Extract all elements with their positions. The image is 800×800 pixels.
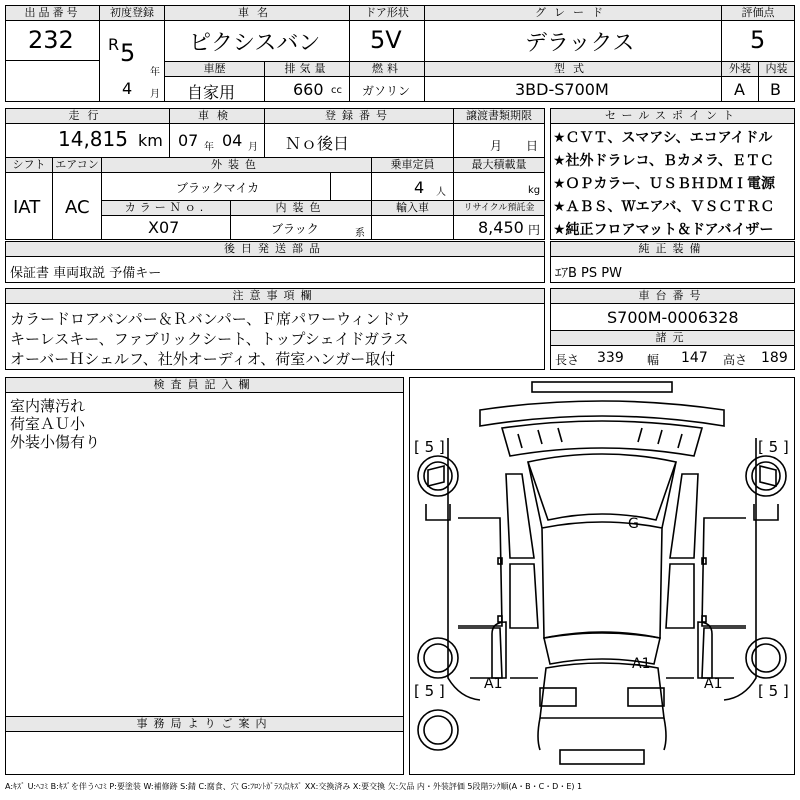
first-reg-header: 初度登録 bbox=[99, 5, 165, 21]
reg-no-header: 登録番号 bbox=[264, 108, 454, 124]
int-color-header: 内装色 bbox=[230, 200, 372, 216]
int-color-cell bbox=[230, 215, 372, 240]
later-parts: 保証書 車両取説 予備キー bbox=[10, 266, 162, 281]
import-header: 輸入車 bbox=[371, 200, 454, 216]
note-line: カラードロアバンパー＆Ｒバンパー、Ｆ席パワーウィンドウ bbox=[10, 310, 411, 328]
inspector-line: 荷室ＡＵ小 bbox=[10, 415, 86, 433]
ext-color-cell bbox=[101, 172, 331, 201]
inspection-cell bbox=[169, 123, 265, 158]
capacity-header: 乗車定員 bbox=[371, 157, 454, 173]
later-parts-cell bbox=[5, 256, 545, 283]
fuel-cell bbox=[349, 76, 425, 102]
mileage-unit: km bbox=[138, 131, 163, 150]
door-type: 5V bbox=[370, 26, 402, 54]
fuel: ガソリン bbox=[362, 84, 411, 98]
sales-point: ★社外ドラレコ、Ｂカメラ、ＥＴＣ bbox=[553, 153, 774, 169]
note-line: オーバーＨシェルフ、社外オーディオ、荷室ハンガー取付 bbox=[10, 350, 396, 368]
left-door bbox=[458, 518, 502, 626]
int-color-suffix: 系 bbox=[355, 228, 365, 239]
ext-color-header: 外装色 bbox=[101, 157, 372, 173]
right-side bbox=[724, 438, 756, 700]
office-box bbox=[5, 731, 404, 775]
roof bbox=[542, 522, 662, 638]
note-line: キーレスキー、ファブリックシート、トップシェイドガラス bbox=[10, 330, 409, 348]
exterior-cell bbox=[721, 76, 759, 102]
front-bumper-top bbox=[532, 382, 672, 392]
sales-points-header: セールスポイント bbox=[550, 108, 795, 124]
inspection-year: 07 bbox=[178, 131, 199, 150]
ac-header: エアコン bbox=[52, 157, 102, 173]
int-color: ブラック bbox=[271, 222, 319, 236]
sales-point: ★ＡＢＳ、Ｗエアバ、ＶＳＣＴＲＣ bbox=[553, 199, 775, 215]
sales-point: ★純正フロアマット＆ドアバイザー bbox=[553, 222, 774, 238]
sales-point: ★ＯＰカラー、ＵＳＢＨＤＭＩ電源 bbox=[553, 176, 775, 192]
damage-diagram bbox=[409, 377, 795, 775]
tread-front-left: [ 5 ] bbox=[414, 438, 445, 456]
lot-blank-cell bbox=[5, 60, 100, 102]
month-unit: 月 bbox=[150, 89, 160, 100]
transfer-day-unit: 日 bbox=[526, 139, 539, 153]
model: 3BD-S700M bbox=[515, 80, 609, 99]
damage-mark-rear-left: A1 bbox=[484, 676, 503, 692]
sales-points-box bbox=[550, 123, 795, 240]
mileage-cell bbox=[5, 123, 170, 158]
equipment-header: 純正装備 bbox=[550, 241, 795, 257]
legend: A:ｷｽﾞ U:ﾍｺﾐ B:ｷｽﾞを伴うﾍｺﾐ P:要塗装 W:補修跡 S:錆 C:腐食、穴 G:ﾌﾛﾝﾄｶﾞﾗｽ点ｷｽﾞ XX:交換済み X:要交換 欠:欠品 内・外装評価 5段階ﾗﾝｸ順(A・B・C・D・E) 1 bbox=[5, 782, 583, 791]
displacement-cell bbox=[264, 76, 350, 102]
height: 189 bbox=[761, 350, 788, 366]
displacement: 660 bbox=[293, 80, 324, 99]
recycle-unit: 円 bbox=[528, 223, 541, 237]
grade-header: グレード bbox=[424, 5, 722, 21]
inspector-line: 外装小傷有り bbox=[10, 433, 101, 451]
reg-no-cell bbox=[264, 123, 454, 158]
length-label: 長さ bbox=[555, 353, 580, 367]
import-cell bbox=[371, 215, 454, 240]
car-name-header: 車名 bbox=[164, 5, 350, 21]
interior-grade: B bbox=[770, 80, 781, 99]
right-door bbox=[702, 518, 746, 626]
inspector-header: 検査員記入欄 bbox=[5, 377, 404, 393]
history: 自家用 bbox=[187, 83, 236, 102]
max-load-cell bbox=[453, 172, 545, 201]
damage-mark-rear-right: A1 bbox=[704, 676, 723, 692]
damage-mark-tailgate: A1 bbox=[632, 656, 651, 672]
color-no-header: カラーＮｏ. bbox=[101, 200, 231, 216]
mileage: 14,815 bbox=[58, 127, 128, 151]
interior-header: 内装 bbox=[758, 61, 795, 77]
tread-rear-left: [ 5 ] bbox=[414, 682, 445, 700]
recycle-header: リサイクル預託金 bbox=[453, 200, 545, 216]
model-header: 型式 bbox=[424, 61, 722, 77]
right-rear-door bbox=[702, 628, 746, 678]
width-label: 幅 bbox=[647, 353, 660, 367]
inspection-month: 04 bbox=[222, 131, 243, 150]
insp-year-unit: 年 bbox=[204, 142, 214, 153]
model-cell bbox=[424, 76, 722, 102]
mileage-header: 走行 bbox=[5, 108, 170, 124]
displacement-header: 排気量 bbox=[264, 61, 350, 77]
door-cell bbox=[349, 20, 425, 62]
chassis-number: S700M-0006328 bbox=[607, 308, 739, 327]
transfer-cell bbox=[453, 123, 545, 158]
rear-bumper-left bbox=[540, 688, 576, 706]
max-load-header: 最大積載量 bbox=[453, 157, 545, 173]
door-header: ドア形状 bbox=[349, 5, 425, 21]
width: 147 bbox=[681, 350, 708, 366]
windshield bbox=[528, 454, 676, 520]
history-header: 車歴 bbox=[164, 61, 265, 77]
height-label: 高さ bbox=[723, 353, 748, 367]
length: 339 bbox=[597, 350, 624, 366]
tread-front-right: [ 5 ] bbox=[758, 438, 789, 456]
history-cell bbox=[164, 76, 265, 102]
ext-color: ブラックマイカ bbox=[176, 181, 260, 195]
transfer-header: 譲渡書類期限 bbox=[453, 108, 545, 124]
car-name: ピクシスバン bbox=[189, 31, 321, 56]
equipment-cell bbox=[550, 256, 795, 283]
fuel-header: 燃料 bbox=[349, 61, 425, 77]
left-side bbox=[448, 438, 480, 700]
first-reg-cell bbox=[99, 20, 165, 102]
capacity: 4 bbox=[414, 178, 425, 197]
rear-lower-panel bbox=[560, 750, 644, 764]
ext-color-extra bbox=[330, 172, 372, 201]
lot-number-header: 出品番号 bbox=[5, 5, 100, 21]
car-name-cell bbox=[164, 20, 350, 62]
hood bbox=[480, 401, 724, 426]
dims-cell bbox=[550, 345, 795, 370]
first-reg-month: 4 bbox=[122, 79, 133, 98]
later-parts-header: 後日発送部品 bbox=[5, 241, 545, 257]
exterior-grade: A bbox=[734, 80, 745, 99]
insp-month-unit: 月 bbox=[248, 142, 258, 153]
color-no-cell bbox=[101, 215, 231, 240]
notes-box bbox=[5, 303, 545, 370]
capacity-cell bbox=[371, 172, 454, 201]
lot-number: 232 bbox=[28, 26, 74, 54]
max-load-unit: kg bbox=[528, 185, 541, 196]
shift: IAT bbox=[13, 197, 41, 218]
grade-cell bbox=[424, 20, 722, 62]
era: R bbox=[108, 35, 120, 54]
tread-rear-right: [ 5 ] bbox=[758, 682, 789, 700]
inspection-header: 車検 bbox=[169, 108, 265, 124]
sales-point: ★ＣＶＴ、スマアシ、エコアイドル bbox=[553, 130, 773, 146]
score-cell bbox=[721, 20, 795, 62]
inspector-box bbox=[5, 392, 404, 717]
car-outline-svg bbox=[410, 378, 794, 774]
shift-header: シフト bbox=[5, 157, 53, 173]
recycle-fee: 8,450 bbox=[478, 218, 524, 237]
first-reg-year: 5 bbox=[120, 39, 136, 67]
dims-header: 諸元 bbox=[550, 330, 795, 346]
reg-no: Ｎｏ後日 bbox=[285, 134, 350, 153]
displacement-unit: cc bbox=[331, 85, 342, 96]
capacity-unit: 人 bbox=[436, 187, 446, 198]
air-con: AC bbox=[65, 197, 90, 218]
score: 5 bbox=[750, 26, 766, 54]
left-rear-door bbox=[458, 628, 502, 678]
recycle-cell bbox=[453, 215, 545, 240]
notes-header: 注意事項欄 bbox=[5, 288, 545, 304]
grade: デラックス bbox=[525, 31, 635, 56]
lot-number-cell bbox=[5, 20, 100, 61]
chassis-header: 車台番号 bbox=[550, 288, 795, 304]
score-header: 評価点 bbox=[721, 5, 795, 21]
interior-cell bbox=[758, 76, 795, 102]
color-no: X07 bbox=[148, 218, 180, 237]
exterior-header: 外装 bbox=[721, 61, 759, 77]
year-unit: 年 bbox=[150, 67, 160, 78]
equipment: ｴｱB PS PW bbox=[555, 266, 622, 281]
rear-bumper-right bbox=[628, 688, 664, 706]
office-header: 事務局よりご案内 bbox=[5, 716, 404, 732]
inspector-line: 室内薄汚れ bbox=[10, 397, 86, 415]
ac-cell bbox=[52, 172, 102, 240]
shift-cell bbox=[5, 172, 53, 240]
transfer-month-unit: 月 bbox=[490, 139, 503, 153]
damage-mark-roof: G bbox=[628, 516, 639, 532]
front-grille bbox=[502, 421, 702, 456]
chassis-cell bbox=[550, 303, 795, 331]
